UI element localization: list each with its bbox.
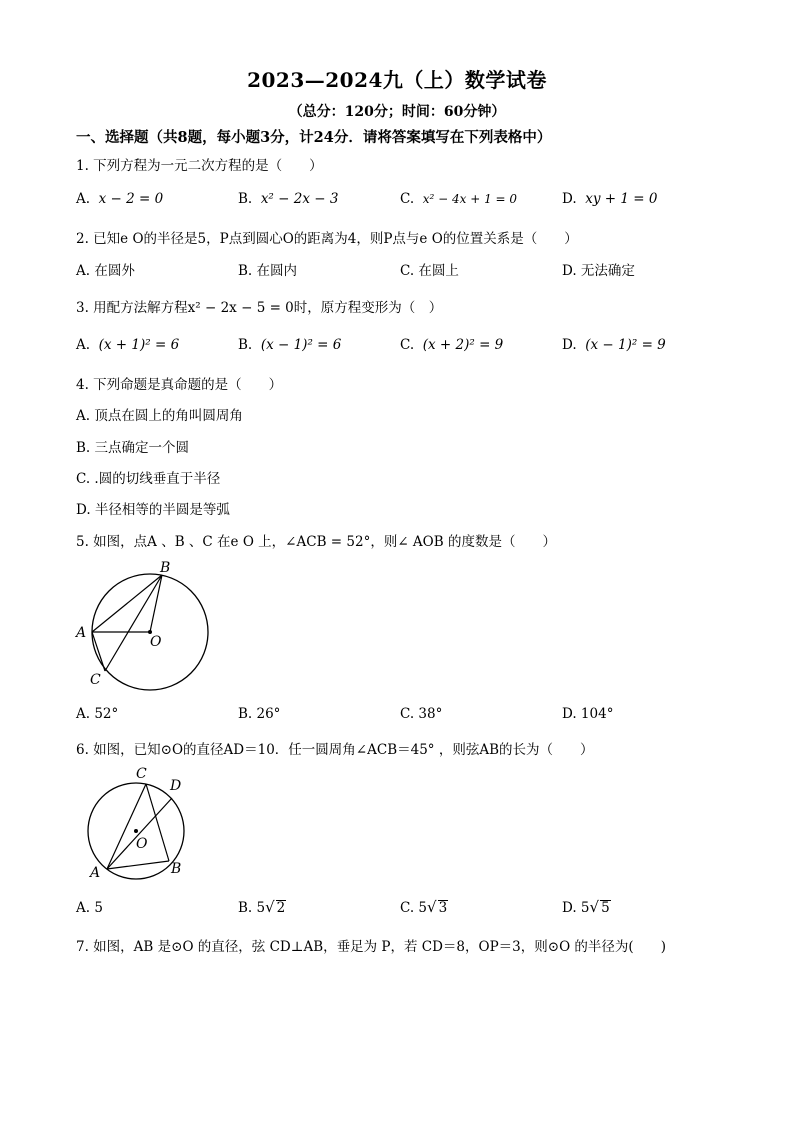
q3-option-a-label: A. [76, 337, 91, 353]
q3-option-d [562, 337, 666, 353]
q1-option-a-text: x − 2 = 0 [98, 191, 164, 207]
q1-option-d [562, 191, 657, 207]
q6-label-a: A [90, 865, 101, 881]
q5-option-c: C. 38° [400, 706, 443, 722]
radical-icon: √ [589, 898, 600, 916]
q3-option-b-text: (x − 1)² = 6 [260, 337, 342, 353]
section-heading: 一、选择题（共8题，每小题3分，计24分．请将答案填写在下列表格中） [76, 129, 552, 146]
q5-option-b: B. 26° [238, 706, 281, 722]
radical-icon: √ [427, 898, 437, 916]
q6-segment-ac [107, 784, 146, 869]
radical-icon: √ [265, 898, 275, 916]
question-2-stem: 2. 已知e O的半径是5，P点到圆心O的距离为4，则P点与e O的位置关系是（ ） [76, 231, 578, 247]
q6-option-a: A. 5 [76, 900, 103, 916]
q4-option-d: D. 半径相等的半圆是等弧 [76, 502, 230, 518]
q3-option-d-label: D. [562, 337, 577, 353]
q5-option-a: A. 52° [76, 706, 119, 722]
q2-option-c: C. 在圆上 [400, 263, 459, 279]
q5-segment-cb [105, 575, 162, 671]
q6-center-point [134, 829, 138, 833]
q2-option-b: B. 在圆内 [238, 263, 298, 279]
q1-option-c [400, 191, 517, 207]
q6-option-d-radicand: 5 [601, 900, 610, 916]
q3-option-b-label: B. [238, 337, 253, 353]
q6-diameter-ad [107, 798, 172, 869]
q2-option-a: A. 在圆外 [76, 263, 135, 279]
q1-option-c-label: C. [400, 191, 415, 207]
question-5-stem: 5. 如图，点A 、B 、C 在e O 上，∠ACB = 52°，则∠ AOB 的度数是（ ） [76, 534, 556, 550]
q4-option-a: A. 顶点在圆上的角叫圆周角 [76, 408, 243, 424]
q5-label-b: B [160, 560, 171, 576]
question-1-stem: 1. 下列方程为一元二次方程的是（ ） [76, 158, 323, 174]
q3-option-b [238, 337, 341, 353]
q1-option-a-label: A. [76, 191, 91, 207]
q5-segment-ac [92, 632, 105, 671]
q6-option-d-prefix: D. 5 [562, 900, 590, 916]
q1-option-b [238, 191, 338, 207]
q1-option-b-label: B. [238, 191, 253, 207]
q1-option-b-text: x² − 2x − 3 [260, 191, 339, 207]
q2-option-d: D. 无法确定 [562, 263, 635, 279]
q6-circle-figure [78, 760, 198, 882]
page-subtitle: （总分：120分；时间：60分钟） [288, 104, 506, 120]
q5-label-o: O [150, 634, 162, 650]
q5-circle-figure [70, 556, 220, 696]
page-title: 2023—2024九（上）数学试卷 [247, 68, 547, 92]
q6-option-c-radicand: 3 [438, 900, 448, 916]
q1-option-a [76, 191, 163, 207]
q6-option-b [238, 898, 286, 916]
q6-option-d [562, 898, 611, 916]
q3-option-d-text: (x − 1)² = 9 [585, 337, 666, 353]
q1-option-d-label: D. [562, 191, 577, 207]
q4-option-c: C. .圆的切线垂直于半径 [76, 471, 221, 487]
q6-segment-ab [107, 861, 169, 869]
q5-option-d: D. 104° [562, 706, 614, 722]
q6-label-d: D [170, 778, 182, 794]
q4-option-b: B. 三点确定一个圆 [76, 440, 190, 456]
question-7-stem: 7. 如图，AB 是⊙O 的直径，弦 CD⊥AB，垂足为 P，若 CD＝8，OP＝3，则⊙O 的半径为( ) [76, 939, 666, 955]
q3-option-c [400, 337, 503, 353]
q6-label-c: C [136, 766, 147, 782]
q3-option-c-text: (x + 2)² = 9 [422, 337, 504, 353]
q1-option-c-text: x² − 4x + 1 = 0 [422, 192, 518, 206]
q1-option-d-text: xy + 1 = 0 [585, 191, 658, 207]
q6-option-b-prefix: B. 5 [238, 900, 266, 916]
q3-option-c-label: C. [400, 337, 415, 353]
q6-label-o: O [136, 836, 148, 852]
q6-option-c [400, 898, 448, 916]
q6-label-b: B [171, 861, 182, 877]
question-3-stem: 3. 用配方法解方程x² − 2x − 5 = 0时，原方程变形为（ ） [76, 300, 443, 316]
question-6-stem: 6. 如图，已知⊙O的直径AD＝10．任一圆周角∠ACB＝45° ，则弦AB的长为（ ） [76, 742, 594, 758]
q5-label-a: A [76, 625, 87, 641]
q3-option-a [76, 337, 179, 353]
q6-option-b-radicand: 2 [276, 900, 286, 916]
q5-label-c: C [90, 672, 101, 688]
q6-option-c-prefix: C. 5 [400, 900, 428, 916]
q3-option-a-text: (x + 1)² = 6 [98, 337, 180, 353]
question-4-stem: 4. 下列命题是真命题的是（ ） [76, 377, 283, 393]
